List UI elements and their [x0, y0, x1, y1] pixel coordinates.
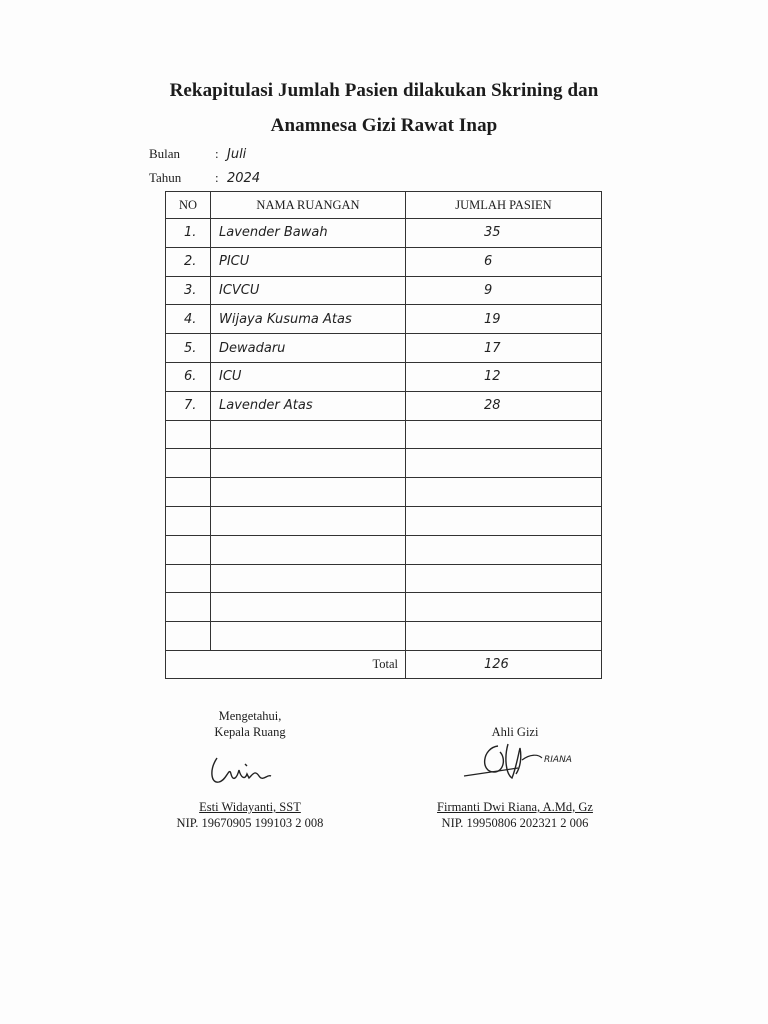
- row-no: 2.: [166, 247, 211, 276]
- row-no: 3.: [166, 276, 211, 305]
- bulan-value: Juli: [227, 147, 247, 162]
- row-nama-ruangan: [211, 564, 406, 593]
- row-nama-ruangan: [211, 449, 406, 478]
- row-no: 4.: [166, 305, 211, 334]
- table-row: [166, 334, 602, 363]
- row-nama-ruangan: ICU: [211, 362, 406, 391]
- tahun-value: 2024: [227, 171, 261, 186]
- row-no: [166, 593, 211, 622]
- left-signer-nip: NIP. 19670905 199103 2 008: [176, 816, 324, 830]
- table-row: [166, 593, 602, 622]
- total-row: [166, 650, 602, 678]
- left-signature-image: [205, 748, 285, 790]
- row-nama-ruangan: [211, 593, 406, 622]
- tahun-label: Tahun: [149, 170, 182, 185]
- bulan-row: [149, 146, 246, 162]
- row-jumlah-pasien: [406, 478, 602, 507]
- row-no: [166, 535, 211, 564]
- row-no: [166, 478, 211, 507]
- rekap-table: [165, 191, 602, 679]
- row-jumlah-pasien: [406, 593, 602, 622]
- row-jumlah-pasien: 12: [406, 362, 602, 391]
- row-no: 5.: [166, 334, 211, 363]
- row-no: [166, 420, 211, 449]
- row-nama-ruangan: ICVCU: [211, 276, 406, 305]
- row-jumlah-pasien: [406, 622, 602, 651]
- row-no: [166, 506, 211, 535]
- left-signature-heading: [150, 708, 350, 740]
- table-row: [166, 219, 602, 248]
- row-nama-ruangan: [211, 622, 406, 651]
- row-jumlah-pasien: [406, 420, 602, 449]
- row-nama-ruangan: [211, 535, 406, 564]
- total-label: Total: [166, 650, 406, 678]
- table-row: [166, 535, 602, 564]
- row-jumlah-pasien: 9: [406, 276, 602, 305]
- table-header-row: [166, 192, 602, 219]
- row-no: 7.: [166, 391, 211, 420]
- document-title-line2: Anamnesa Gizi Rawat Inap: [270, 115, 498, 136]
- header-no: NO: [166, 192, 211, 219]
- row-no: [166, 449, 211, 478]
- table-row: [166, 506, 602, 535]
- row-jumlah-pasien: [406, 449, 602, 478]
- row-jumlah-pasien: 6: [406, 247, 602, 276]
- row-no: 1.: [166, 219, 211, 248]
- row-jumlah-pasien: [406, 564, 602, 593]
- row-nama-ruangan: [211, 478, 406, 507]
- row-nama-ruangan: [211, 506, 406, 535]
- table-row: [166, 622, 602, 651]
- bulan-colon: :: [215, 146, 219, 161]
- row-no: [166, 622, 211, 651]
- total-value: 126: [406, 650, 602, 678]
- table-row: [166, 362, 602, 391]
- header-jumlah-pasien: JUMLAH PASIEN: [406, 192, 602, 219]
- row-nama-ruangan: Lavender Atas: [211, 391, 406, 420]
- right-signer-name: Firmanti Dwi Riana, A.Md, Gz: [437, 800, 593, 814]
- table-row: [166, 478, 602, 507]
- table-row: [166, 247, 602, 276]
- right-signature-image: [458, 738, 578, 786]
- row-jumlah-pasien: [406, 535, 602, 564]
- row-nama-ruangan: PICU: [211, 247, 406, 276]
- tahun-colon: :: [215, 170, 219, 185]
- kepala-ruang-label: Kepala Ruang: [214, 725, 286, 739]
- table-row: [166, 305, 602, 334]
- bulan-label: Bulan: [149, 146, 181, 161]
- table-row: [166, 449, 602, 478]
- row-no: 6.: [166, 362, 211, 391]
- ahli-gizi-label: Ahli Gizi: [491, 725, 539, 739]
- right-signer-nip: NIP. 19950806 202321 2 006: [441, 816, 589, 830]
- table-row: [166, 276, 602, 305]
- row-jumlah-pasien: 17: [406, 334, 602, 363]
- row-jumlah-pasien: 28: [406, 391, 602, 420]
- row-no: [166, 564, 211, 593]
- mengetahui-label: Mengetahui,: [218, 709, 282, 723]
- document-title-line1: Rekapitulasi Jumlah Pasien dilakukan Skrining dan: [169, 80, 599, 101]
- table-row: [166, 391, 602, 420]
- row-nama-ruangan: Wijaya Kusuma Atas: [211, 305, 406, 334]
- stamp-text: RIANA: [544, 755, 572, 765]
- row-jumlah-pasien: [406, 506, 602, 535]
- table-row: [166, 564, 602, 593]
- row-nama-ruangan: Lavender Bawah: [211, 219, 406, 248]
- header-nama-ruangan: NAMA RUANGAN: [211, 192, 406, 219]
- row-jumlah-pasien: 19: [406, 305, 602, 334]
- row-jumlah-pasien: 35: [406, 219, 602, 248]
- tahun-row: [149, 170, 260, 186]
- row-nama-ruangan: [211, 420, 406, 449]
- row-nama-ruangan: Dewadaru: [211, 334, 406, 363]
- left-signer-name: Esti Widayanti, SST: [199, 800, 301, 814]
- table-row: [166, 420, 602, 449]
